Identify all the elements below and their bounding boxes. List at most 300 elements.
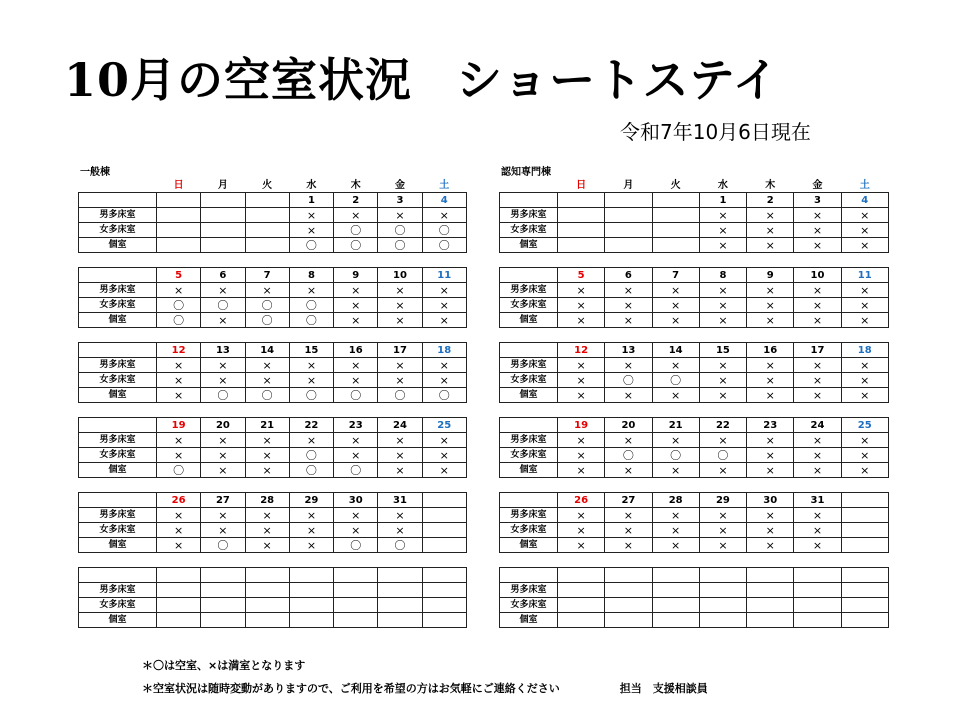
date-cell: 17 <box>378 343 422 358</box>
date-cell: 12 <box>558 343 605 358</box>
availability-cell: × <box>747 433 794 448</box>
room-type-label: 男多床室 <box>500 283 558 298</box>
date-cell: 3 <box>378 193 422 208</box>
date-cell <box>157 568 201 583</box>
date-cell: 5 <box>558 268 605 283</box>
room-type-label: 男多床室 <box>79 508 157 523</box>
availability-cell: × <box>558 433 605 448</box>
room-type-label: 男多床室 <box>79 208 157 223</box>
availability-cell <box>378 583 422 598</box>
weekday-header-row <box>500 178 889 193</box>
availability-cell: × <box>652 313 699 328</box>
room-row <box>500 223 889 238</box>
availability-cell: × <box>699 388 746 403</box>
availability-cell <box>794 613 841 628</box>
availability-cell: × <box>605 523 652 538</box>
contact-note <box>142 680 708 696</box>
availability-cell <box>245 613 289 628</box>
availability-cell: × <box>201 508 245 523</box>
availability-cell: × <box>747 388 794 403</box>
room-row <box>500 208 889 223</box>
availability-cell: × <box>289 208 333 223</box>
weekday-cell: 日 <box>173 179 184 191</box>
room-type-label: 女多床室 <box>500 598 558 613</box>
date-row-label <box>500 268 558 283</box>
availability-cell: × <box>605 313 652 328</box>
date-cell: 30 <box>334 493 378 508</box>
date-cell: 6 <box>201 268 245 283</box>
availability-cell: × <box>794 433 841 448</box>
availability-cell: 〇 <box>334 388 378 403</box>
header-blank <box>500 178 558 193</box>
spacer-cell <box>699 328 746 343</box>
date-cell: 20 <box>605 418 652 433</box>
weekday-cell: 木 <box>350 179 361 191</box>
availability-cell: 〇 <box>157 313 201 328</box>
date-cell: 21 <box>652 418 699 433</box>
room-row <box>500 313 889 328</box>
spacer-cell <box>79 253 157 268</box>
room-type-label: 個室 <box>79 463 157 478</box>
spacer-cell <box>422 478 466 493</box>
room-row <box>500 463 889 478</box>
availability-cell: 〇 <box>605 448 652 463</box>
date-cell: 29 <box>699 493 746 508</box>
room-type-label: 個室 <box>500 613 558 628</box>
date-cell: 18 <box>841 343 888 358</box>
spacer-cell <box>378 478 422 493</box>
header-blank <box>79 178 157 193</box>
room-type-label: 男多床室 <box>79 283 157 298</box>
date-cell: 22 <box>699 418 746 433</box>
room-type-label: 男多床室 <box>500 433 558 448</box>
availability-cell <box>289 583 333 598</box>
availability-cell <box>841 523 888 538</box>
spacer-cell <box>422 253 466 268</box>
room-type-label: 男多床室 <box>79 583 157 598</box>
spacer-cell <box>841 253 888 268</box>
availability-cell: × <box>747 463 794 478</box>
availability-cell: × <box>652 523 699 538</box>
availability-cell: × <box>334 298 378 313</box>
spacer-cell <box>605 253 652 268</box>
weekday-cell: 土 <box>859 179 870 191</box>
availability-cell: 〇 <box>334 238 378 253</box>
room-row <box>500 448 889 463</box>
spacer-cell <box>79 403 157 418</box>
availability-cell: 〇 <box>157 298 201 313</box>
spacer-cell <box>334 403 378 418</box>
room-type-label: 女多床室 <box>500 523 558 538</box>
date-cell: 10 <box>378 268 422 283</box>
date-cell: 1 <box>289 193 333 208</box>
availability-cell: × <box>157 358 201 373</box>
availability-cell: × <box>289 358 333 373</box>
availability-cell: 〇 <box>289 388 333 403</box>
availability-cell: × <box>422 208 466 223</box>
as-of-date: 令和7年10月6日現在 <box>620 120 811 144</box>
availability-cell: × <box>157 523 201 538</box>
availability-cell: × <box>201 358 245 373</box>
availability-cell: × <box>652 463 699 478</box>
availability-cell: × <box>794 283 841 298</box>
spacer-cell <box>245 253 289 268</box>
availability-table-general <box>78 178 467 628</box>
spacer-cell <box>558 403 605 418</box>
availability-cell: × <box>794 388 841 403</box>
spacer-cell <box>605 328 652 343</box>
room-type-label: 個室 <box>79 613 157 628</box>
availability-cell: 〇 <box>201 538 245 553</box>
availability-cell: × <box>422 448 466 463</box>
availability-cell: × <box>245 358 289 373</box>
availability-cell <box>558 583 605 598</box>
week-spacer-row <box>500 553 889 568</box>
availability-cell: × <box>605 388 652 403</box>
room-type-label: 男多床室 <box>79 433 157 448</box>
room-type-label: 女多床室 <box>79 448 157 463</box>
spacer-cell <box>422 403 466 418</box>
availability-cell: × <box>378 523 422 538</box>
availability-cell: × <box>747 538 794 553</box>
availability-cell <box>422 508 466 523</box>
room-row <box>79 223 467 238</box>
spacer-cell <box>422 553 466 568</box>
spacer-cell <box>157 553 201 568</box>
spacer-cell <box>289 328 333 343</box>
availability-cell: 〇 <box>334 538 378 553</box>
spacer-cell <box>201 403 245 418</box>
date-cell: 12 <box>157 343 201 358</box>
spacer-cell <box>378 403 422 418</box>
availability-cell: 〇 <box>289 463 333 478</box>
date-cell: 6 <box>605 268 652 283</box>
date-cell: 16 <box>747 343 794 358</box>
week-spacer-row <box>79 553 467 568</box>
availability-cell: × <box>747 313 794 328</box>
date-row <box>500 343 889 358</box>
room-row <box>79 598 467 613</box>
availability-cell: × <box>157 508 201 523</box>
spacer-cell <box>558 253 605 268</box>
room-row <box>79 538 467 553</box>
room-type-label: 個室 <box>500 538 558 553</box>
availability-cell: × <box>245 373 289 388</box>
contact-note-text: ＊空室状況は随時変動がありますので、ご利用を希望の方はお気軽にご連絡ください <box>142 682 560 695</box>
availability-cell: 〇 <box>378 388 422 403</box>
date-cell: 14 <box>652 343 699 358</box>
weekday-cell: 水 <box>717 179 728 191</box>
availability-cell <box>652 598 699 613</box>
date-row-label <box>500 343 558 358</box>
spacer-cell <box>79 478 157 493</box>
date-cell <box>201 193 245 208</box>
date-row <box>500 493 889 508</box>
availability-cell: × <box>422 463 466 478</box>
availability-cell: × <box>794 223 841 238</box>
availability-cell: × <box>652 433 699 448</box>
availability-cell <box>605 613 652 628</box>
weekday-cell: 金 <box>812 179 823 191</box>
availability-cell <box>558 238 605 253</box>
date-cell: 23 <box>334 418 378 433</box>
availability-cell: × <box>378 508 422 523</box>
availability-cell: 〇 <box>378 538 422 553</box>
availability-cell <box>157 583 201 598</box>
title-main: 10月の空室状況 <box>64 53 413 107</box>
availability-cell: 〇 <box>605 373 652 388</box>
availability-cell: × <box>794 313 841 328</box>
spacer-cell <box>558 328 605 343</box>
availability-cell <box>245 208 289 223</box>
availability-cell: × <box>747 448 794 463</box>
room-row <box>79 448 467 463</box>
spacer-cell <box>652 553 699 568</box>
availability-cell <box>747 613 794 628</box>
availability-cell: 〇 <box>245 388 289 403</box>
spacer-cell <box>201 253 245 268</box>
spacer-cell <box>841 553 888 568</box>
weekday-cell: 月 <box>623 179 634 191</box>
date-row-label <box>79 193 157 208</box>
availability-cell: × <box>699 283 746 298</box>
weekday-cell: 月 <box>217 179 228 191</box>
availability-cell: × <box>699 463 746 478</box>
spacer-cell <box>841 403 888 418</box>
availability-cell: × <box>201 373 245 388</box>
room-row <box>500 388 889 403</box>
room-row <box>79 373 467 388</box>
availability-cell: × <box>334 208 378 223</box>
room-type-label: 女多床室 <box>500 448 558 463</box>
date-cell: 25 <box>422 418 466 433</box>
availability-cell: × <box>201 523 245 538</box>
availability-cell: × <box>422 283 466 298</box>
spacer-cell <box>747 253 794 268</box>
availability-cell: × <box>794 508 841 523</box>
spacer-cell <box>79 328 157 343</box>
availability-cell: × <box>699 538 746 553</box>
availability-cell <box>334 613 378 628</box>
spacer-cell <box>699 403 746 418</box>
availability-cell: × <box>334 313 378 328</box>
room-type-label: 個室 <box>79 538 157 553</box>
date-cell <box>245 568 289 583</box>
availability-cell: 〇 <box>699 448 746 463</box>
date-row <box>500 193 889 208</box>
date-cell: 15 <box>699 343 746 358</box>
date-cell: 8 <box>699 268 746 283</box>
availability-cell: 〇 <box>289 298 333 313</box>
availability-cell: × <box>422 433 466 448</box>
availability-cell: × <box>245 508 289 523</box>
availability-cell: × <box>201 433 245 448</box>
availability-cell: × <box>699 508 746 523</box>
availability-cell: × <box>605 508 652 523</box>
date-cell <box>201 568 245 583</box>
date-cell: 24 <box>378 418 422 433</box>
spacer-cell <box>605 553 652 568</box>
spacer-cell <box>841 478 888 493</box>
availability-cell: × <box>201 463 245 478</box>
room-row <box>79 358 467 373</box>
room-type-label: 個室 <box>500 313 558 328</box>
availability-cell: × <box>605 358 652 373</box>
date-cell: 9 <box>334 268 378 283</box>
availability-cell: × <box>334 433 378 448</box>
availability-cell <box>422 613 466 628</box>
availability-cell: × <box>841 463 888 478</box>
room-row <box>79 283 467 298</box>
availability-cell: × <box>699 208 746 223</box>
building-label-general: 一般棟 <box>80 167 110 178</box>
availability-cell: × <box>747 508 794 523</box>
spacer-cell <box>747 553 794 568</box>
availability-cell: × <box>794 523 841 538</box>
week-spacer-row <box>79 478 467 493</box>
availability-cell <box>558 223 605 238</box>
date-row <box>500 418 889 433</box>
availability-cell <box>378 613 422 628</box>
availability-cell: × <box>245 283 289 298</box>
spacer-cell <box>747 328 794 343</box>
date-cell <box>378 568 422 583</box>
spacer-cell <box>558 553 605 568</box>
week-spacer-row <box>500 478 889 493</box>
staff-contact: 担当 支援相談員 <box>619 682 708 695</box>
room-type-label: 男多床室 <box>79 358 157 373</box>
availability-cell: × <box>794 463 841 478</box>
room-row <box>500 538 889 553</box>
weekday-cell: 金 <box>394 179 405 191</box>
room-row <box>79 238 467 253</box>
availability-cell: × <box>558 538 605 553</box>
date-cell: 19 <box>157 418 201 433</box>
date-row <box>79 343 467 358</box>
week-spacer-row <box>79 328 467 343</box>
availability-cell: × <box>841 223 888 238</box>
availability-cell: × <box>245 538 289 553</box>
availability-cell: × <box>747 358 794 373</box>
availability-cell <box>699 583 746 598</box>
room-row <box>79 298 467 313</box>
room-row <box>79 313 467 328</box>
spacer-cell <box>558 478 605 493</box>
date-row-label <box>79 493 157 508</box>
date-row-label <box>79 568 157 583</box>
availability-cell: × <box>605 538 652 553</box>
date-row-label <box>79 268 157 283</box>
spacer-cell <box>699 253 746 268</box>
availability-cell <box>201 208 245 223</box>
weekday-cell: 日 <box>576 179 587 191</box>
availability-cell <box>378 598 422 613</box>
date-cell: 18 <box>422 343 466 358</box>
date-cell <box>422 568 466 583</box>
availability-cell <box>558 208 605 223</box>
availability-cell: × <box>794 538 841 553</box>
room-type-label: 女多床室 <box>79 298 157 313</box>
availability-cell: 〇 <box>289 238 333 253</box>
date-cell: 20 <box>201 418 245 433</box>
date-cell: 11 <box>422 268 466 283</box>
date-cell: 13 <box>201 343 245 358</box>
availability-cell: × <box>334 373 378 388</box>
availability-cell: × <box>378 373 422 388</box>
date-cell <box>334 568 378 583</box>
availability-cell: × <box>422 313 466 328</box>
availability-cell <box>201 583 245 598</box>
date-cell: 28 <box>245 493 289 508</box>
availability-cell: × <box>289 223 333 238</box>
availability-cell <box>558 613 605 628</box>
spacer-cell <box>157 253 201 268</box>
availability-cell <box>334 583 378 598</box>
date-cell: 1 <box>699 193 746 208</box>
date-cell: 29 <box>289 493 333 508</box>
room-type-label: 個室 <box>79 238 157 253</box>
availability-cell: × <box>747 223 794 238</box>
availability-cell: × <box>558 508 605 523</box>
availability-cell: × <box>378 358 422 373</box>
building-label-dementia: 認知専門棟 <box>501 167 551 178</box>
spacer-cell <box>289 403 333 418</box>
date-cell: 13 <box>605 343 652 358</box>
availability-cell <box>422 538 466 553</box>
availability-cell <box>157 598 201 613</box>
availability-cell: × <box>157 388 201 403</box>
availability-cell: × <box>334 523 378 538</box>
availability-table-dementia <box>499 178 889 628</box>
availability-cell <box>422 598 466 613</box>
date-cell: 8 <box>289 268 333 283</box>
availability-cell <box>245 598 289 613</box>
spacer-cell <box>245 553 289 568</box>
spacer-cell <box>334 328 378 343</box>
spacer-cell <box>500 253 558 268</box>
spacer-cell <box>422 328 466 343</box>
availability-cell: × <box>841 373 888 388</box>
week-spacer-row <box>500 403 889 418</box>
spacer-cell <box>841 328 888 343</box>
availability-cell: × <box>841 448 888 463</box>
date-row-label <box>500 568 558 583</box>
availability-cell: × <box>378 448 422 463</box>
room-type-label: 女多床室 <box>500 223 558 238</box>
room-row <box>500 298 889 313</box>
room-row <box>500 238 889 253</box>
room-type-label: 女多床室 <box>79 373 157 388</box>
availability-cell: × <box>378 298 422 313</box>
availability-cell <box>157 613 201 628</box>
availability-cell <box>605 598 652 613</box>
availability-cell: × <box>422 298 466 313</box>
date-row <box>79 268 467 283</box>
page-title <box>64 44 780 110</box>
availability-cell: 〇 <box>422 223 466 238</box>
availability-cell: × <box>378 283 422 298</box>
room-type-label: 女多床室 <box>79 223 157 238</box>
spacer-cell <box>289 478 333 493</box>
availability-cell: × <box>378 433 422 448</box>
date-cell: 17 <box>794 343 841 358</box>
date-row-label <box>500 418 558 433</box>
availability-cell: × <box>201 313 245 328</box>
availability-cell: × <box>652 358 699 373</box>
availability-cell: × <box>605 433 652 448</box>
availability-cell: 〇 <box>652 373 699 388</box>
availability-cell: 〇 <box>157 463 201 478</box>
